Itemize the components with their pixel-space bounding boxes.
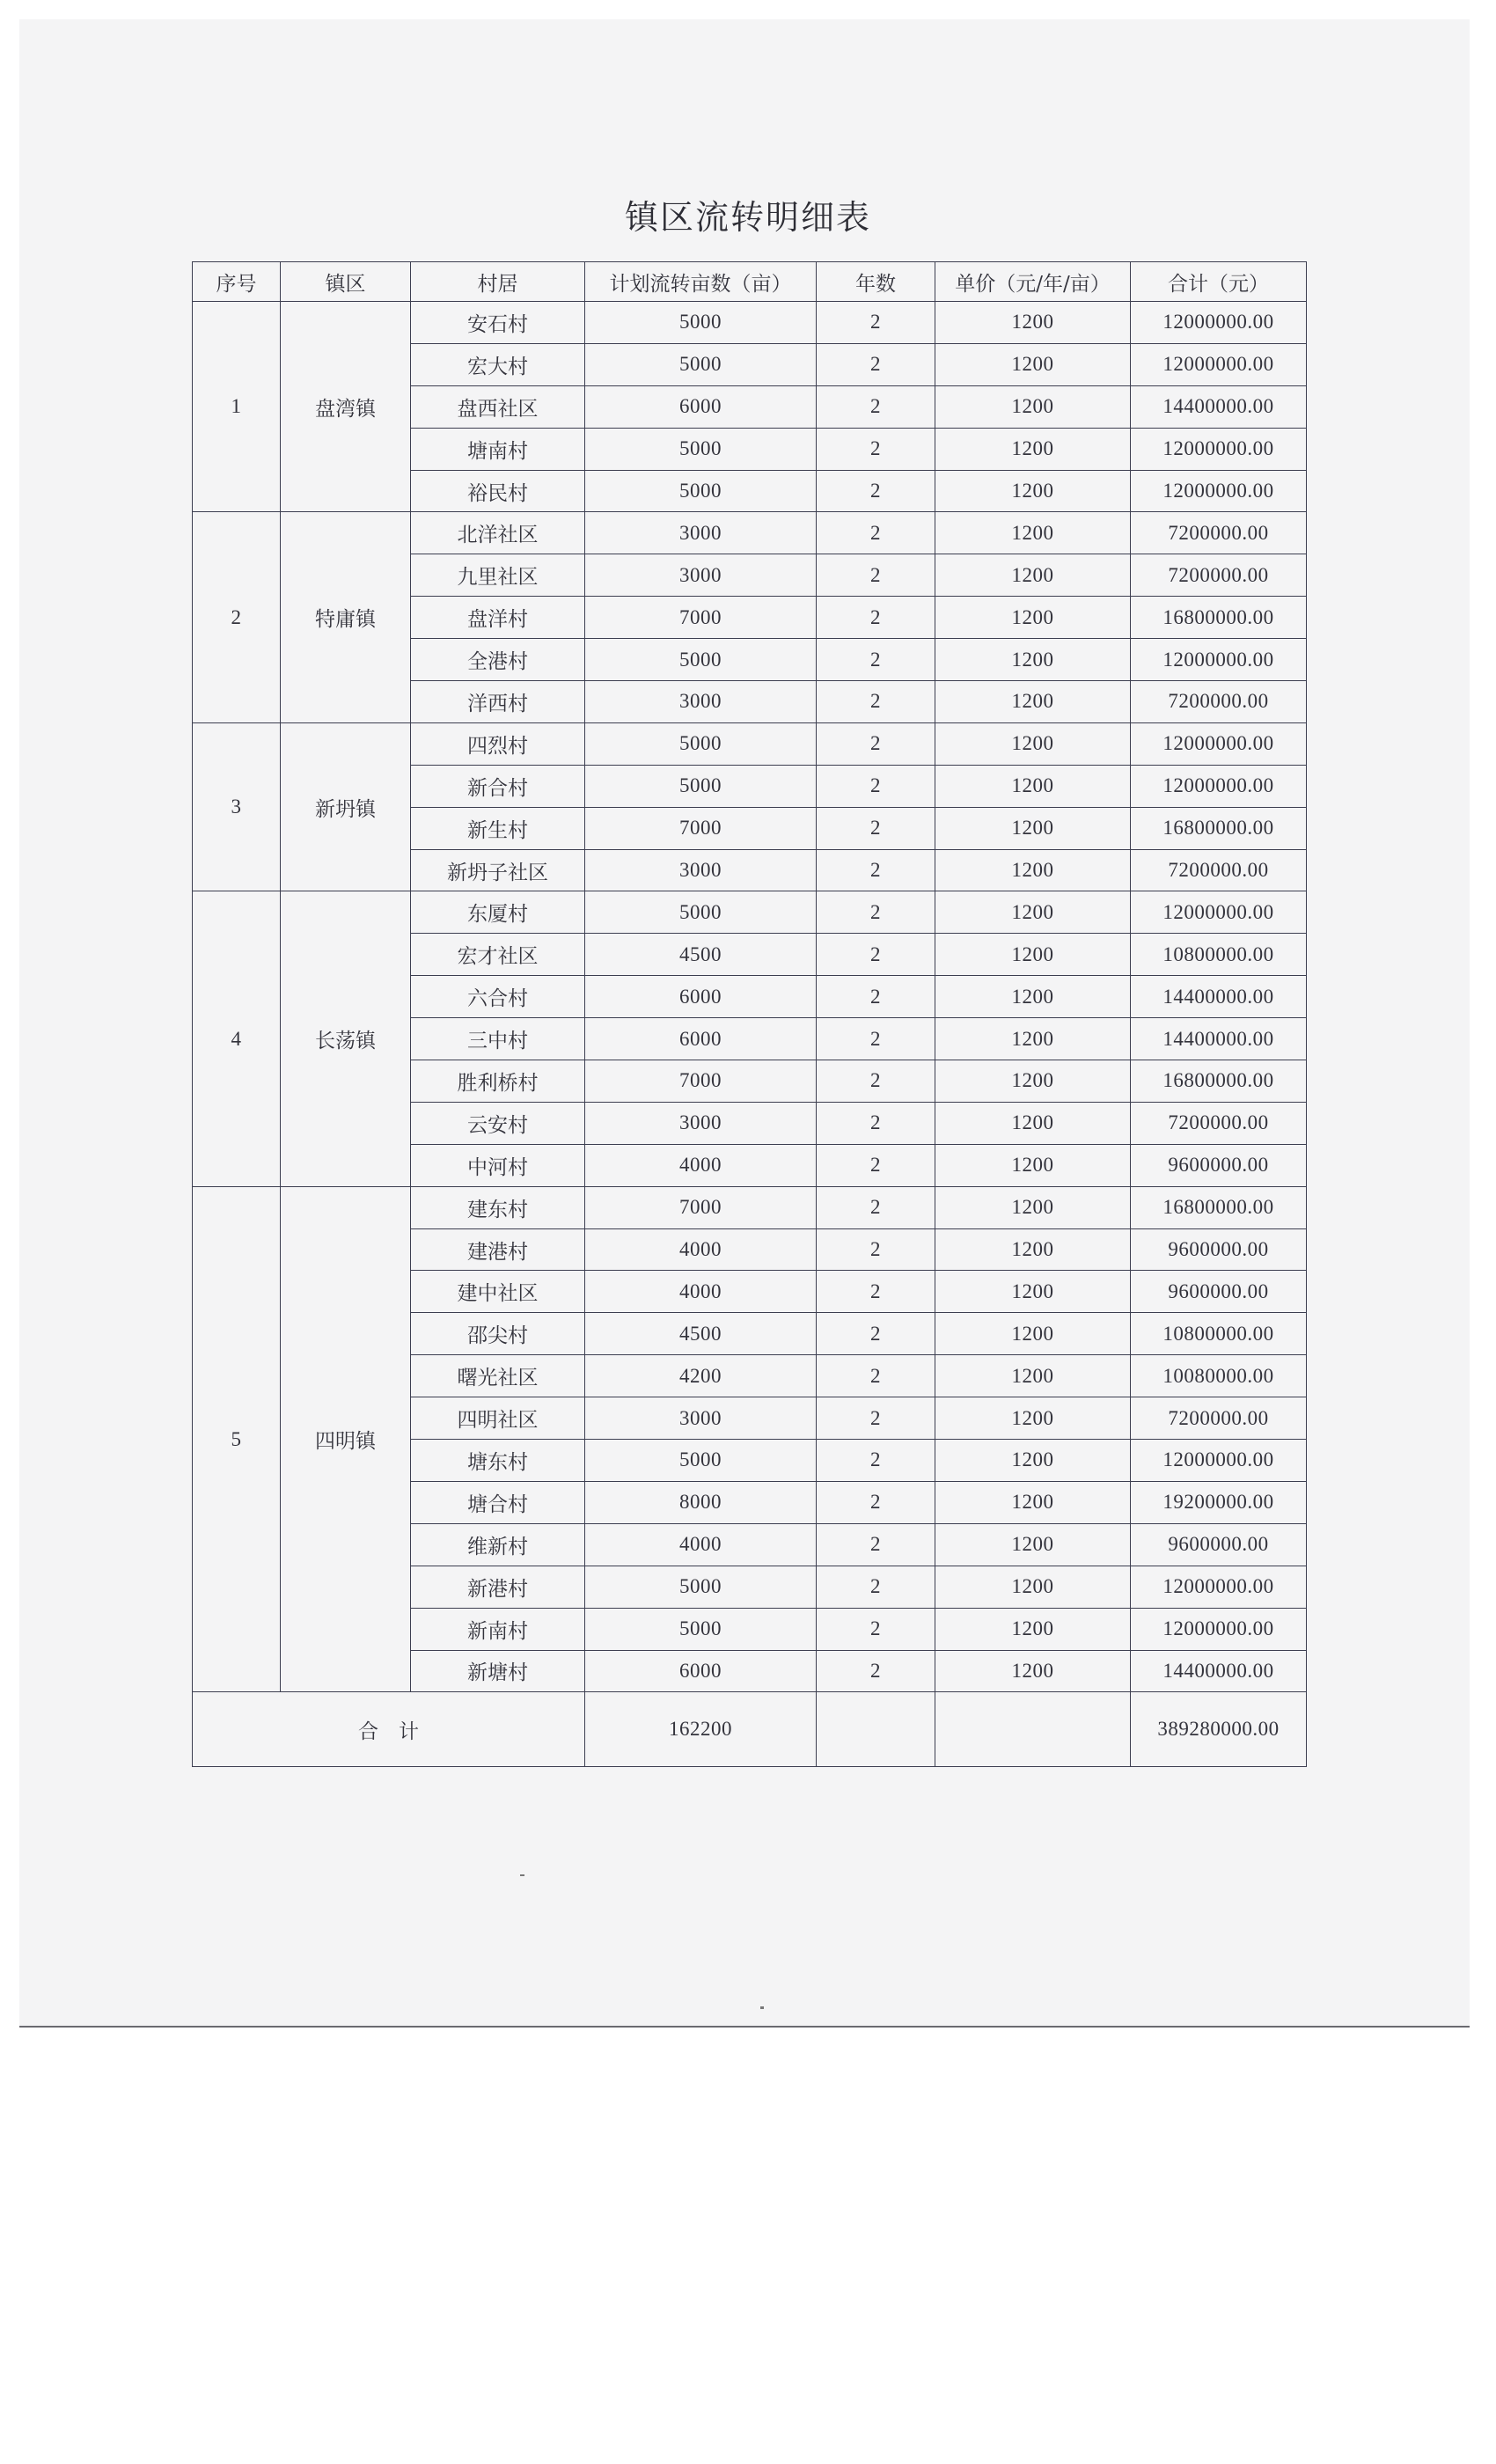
row-total: 12000000.00 [1131, 639, 1307, 681]
row-total: 12000000.00 [1131, 1566, 1307, 1608]
village-name: 胜利桥村 [411, 1060, 585, 1103]
years: 2 [817, 1144, 935, 1186]
planned-area: 4200 [585, 1355, 817, 1397]
planned-area: 3000 [585, 512, 817, 554]
village-name: 建港村 [411, 1228, 585, 1271]
planned-area: 5000 [585, 722, 817, 765]
village-name: 四明社区 [411, 1397, 585, 1440]
village-name: 建东村 [411, 1186, 585, 1228]
summary-area-total: 162200 [585, 1692, 817, 1767]
summary-price [935, 1692, 1131, 1767]
village-name: 安石村 [411, 302, 585, 344]
village-name: 盘洋村 [411, 597, 585, 639]
planned-area: 3000 [585, 554, 817, 597]
years: 2 [817, 1608, 935, 1650]
years: 2 [817, 1186, 935, 1228]
planned-area: 4000 [585, 1523, 817, 1566]
years: 2 [817, 934, 935, 976]
planned-area: 6000 [585, 976, 817, 1018]
village-name: 九里社区 [411, 554, 585, 597]
row-total: 12000000.00 [1131, 891, 1307, 934]
unit-price: 1200 [935, 1186, 1131, 1228]
summary-years [817, 1692, 935, 1767]
planned-area: 7000 [585, 1186, 817, 1228]
unit-price: 1200 [935, 681, 1131, 723]
row-total: 7200000.00 [1131, 681, 1307, 723]
group-index: 4 [193, 891, 281, 1186]
unit-price: 1200 [935, 891, 1131, 934]
planned-area: 7000 [585, 597, 817, 639]
years: 2 [817, 1440, 935, 1482]
summary-row [193, 1692, 1307, 1767]
unit-price: 1200 [935, 597, 1131, 639]
village-name: 四烈村 [411, 722, 585, 765]
village-name: 东厦村 [411, 891, 585, 934]
years: 2 [817, 1523, 935, 1566]
summary-grand-total: 389280000.00 [1131, 1692, 1307, 1767]
unit-price: 1200 [935, 1397, 1131, 1440]
years: 2 [817, 428, 935, 470]
years: 2 [817, 302, 935, 344]
years: 2 [817, 891, 935, 934]
unit-price: 1200 [935, 807, 1131, 849]
planned-area: 5000 [585, 302, 817, 344]
years: 2 [817, 1481, 935, 1523]
village-name: 曙光社区 [411, 1355, 585, 1397]
village-name: 中河村 [411, 1144, 585, 1186]
table-row [193, 512, 1307, 554]
planned-area: 4000 [585, 1228, 817, 1271]
years: 2 [817, 1397, 935, 1440]
unit-price: 1200 [935, 1144, 1131, 1186]
row-total: 12000000.00 [1131, 470, 1307, 512]
row-total: 16800000.00 [1131, 1186, 1307, 1228]
planned-area: 6000 [585, 1018, 817, 1060]
years: 2 [817, 470, 935, 512]
planned-area: 4500 [585, 934, 817, 976]
village-name: 新港村 [411, 1566, 585, 1608]
row-total: 7200000.00 [1131, 554, 1307, 597]
village-name: 新生村 [411, 807, 585, 849]
unit-price: 1200 [935, 554, 1131, 597]
village-name: 维新村 [411, 1523, 585, 1566]
planned-area: 7000 [585, 1060, 817, 1103]
row-total: 14400000.00 [1131, 385, 1307, 428]
village-name: 洋西村 [411, 681, 585, 723]
years: 2 [817, 554, 935, 597]
unit-price: 1200 [935, 1228, 1131, 1271]
header-unit-price: 单价（元/年/亩） [935, 262, 1131, 302]
years: 2 [817, 1228, 935, 1271]
row-total: 19200000.00 [1131, 1481, 1307, 1523]
years: 2 [817, 807, 935, 849]
planned-area: 4000 [585, 1271, 817, 1313]
row-total: 10800000.00 [1131, 934, 1307, 976]
planned-area: 5000 [585, 1566, 817, 1608]
unit-price: 1200 [935, 343, 1131, 385]
row-total: 9600000.00 [1131, 1271, 1307, 1313]
scan-speck [520, 1874, 524, 1876]
village-name: 塘合村 [411, 1481, 585, 1523]
unit-price: 1200 [935, 1313, 1131, 1355]
row-total: 16800000.00 [1131, 597, 1307, 639]
village-name: 新坍子社区 [411, 849, 585, 891]
years: 2 [817, 343, 935, 385]
row-total: 7200000.00 [1131, 849, 1307, 891]
town-name: 四明镇 [281, 1186, 411, 1692]
unit-price: 1200 [935, 1523, 1131, 1566]
unit-price: 1200 [935, 765, 1131, 807]
table-row [193, 302, 1307, 344]
header-village: 村居 [411, 262, 585, 302]
group-index: 2 [193, 512, 281, 722]
years: 2 [817, 1018, 935, 1060]
row-total: 16800000.00 [1131, 1060, 1307, 1103]
row-total: 7200000.00 [1131, 1102, 1307, 1144]
unit-price: 1200 [935, 385, 1131, 428]
years: 2 [817, 849, 935, 891]
planned-area: 5000 [585, 343, 817, 385]
village-name: 云安村 [411, 1102, 585, 1144]
years: 2 [817, 1313, 935, 1355]
years: 2 [817, 1060, 935, 1103]
group-index: 3 [193, 722, 281, 891]
years: 2 [817, 512, 935, 554]
row-total: 9600000.00 [1131, 1144, 1307, 1186]
unit-price: 1200 [935, 302, 1131, 344]
unit-price: 1200 [935, 1566, 1131, 1608]
village-name: 盘西社区 [411, 385, 585, 428]
years: 2 [817, 1102, 935, 1144]
summary-label: 合 计 [193, 1692, 585, 1767]
village-name: 新塘村 [411, 1650, 585, 1692]
village-name: 建中社区 [411, 1271, 585, 1313]
village-name: 塘南村 [411, 428, 585, 470]
years: 2 [817, 722, 935, 765]
planned-area: 3000 [585, 849, 817, 891]
unit-price: 1200 [935, 1355, 1131, 1397]
row-total: 12000000.00 [1131, 343, 1307, 385]
unit-price: 1200 [935, 512, 1131, 554]
planned-area: 8000 [585, 1481, 817, 1523]
group-index: 1 [193, 302, 281, 512]
planned-area: 5000 [585, 1440, 817, 1482]
row-total: 12000000.00 [1131, 428, 1307, 470]
planned-area: 6000 [585, 385, 817, 428]
planned-area: 6000 [585, 1650, 817, 1692]
header-town: 镇区 [281, 262, 411, 302]
row-total: 16800000.00 [1131, 807, 1307, 849]
page-title: 镇区流转明细表 [624, 198, 871, 237]
years: 2 [817, 597, 935, 639]
village-name: 裕民村 [411, 470, 585, 512]
transfer-detail-table [192, 261, 1307, 1767]
row-total: 12000000.00 [1131, 1608, 1307, 1650]
years: 2 [817, 1566, 935, 1608]
planned-area: 3000 [585, 681, 817, 723]
planned-area: 5000 [585, 470, 817, 512]
unit-price: 1200 [935, 1102, 1131, 1144]
planned-area: 4000 [585, 1144, 817, 1186]
row-total: 10800000.00 [1131, 1313, 1307, 1355]
group-index: 5 [193, 1186, 281, 1692]
years: 2 [817, 681, 935, 723]
planned-area: 4500 [585, 1313, 817, 1355]
village-name: 新南村 [411, 1608, 585, 1650]
town-name: 特庸镇 [281, 512, 411, 722]
village-name: 塘东村 [411, 1440, 585, 1482]
unit-price: 1200 [935, 1440, 1131, 1482]
years: 2 [817, 385, 935, 428]
row-total: 7200000.00 [1131, 1397, 1307, 1440]
row-total: 10080000.00 [1131, 1355, 1307, 1397]
village-name: 宏大村 [411, 343, 585, 385]
years: 2 [817, 765, 935, 807]
unit-price: 1200 [935, 639, 1131, 681]
unit-price: 1200 [935, 1060, 1131, 1103]
row-total: 12000000.00 [1131, 302, 1307, 344]
planned-area: 5000 [585, 891, 817, 934]
village-name: 六合村 [411, 976, 585, 1018]
row-total: 9600000.00 [1131, 1228, 1307, 1271]
row-total: 7200000.00 [1131, 512, 1307, 554]
town-name: 新坍镇 [281, 722, 411, 891]
village-name: 宏才社区 [411, 934, 585, 976]
row-total: 14400000.00 [1131, 1650, 1307, 1692]
unit-price: 1200 [935, 849, 1131, 891]
years: 2 [817, 1650, 935, 1692]
header-row [193, 262, 1307, 302]
village-name: 北洋社区 [411, 512, 585, 554]
unit-price: 1200 [935, 1481, 1131, 1523]
years: 2 [817, 1271, 935, 1313]
unit-price: 1200 [935, 470, 1131, 512]
town-name: 盘湾镇 [281, 302, 411, 512]
unit-price: 1200 [935, 722, 1131, 765]
planned-area: 3000 [585, 1397, 817, 1440]
header-years: 年数 [817, 262, 935, 302]
header-total: 合计（元） [1131, 262, 1307, 302]
scan-speck [760, 2006, 764, 2009]
table-row [193, 1186, 1307, 1228]
unit-price: 1200 [935, 934, 1131, 976]
table-row [193, 891, 1307, 934]
planned-area: 7000 [585, 807, 817, 849]
years: 2 [817, 1355, 935, 1397]
row-total: 12000000.00 [1131, 1440, 1307, 1482]
unit-price: 1200 [935, 1650, 1131, 1692]
row-total: 14400000.00 [1131, 976, 1307, 1018]
years: 2 [817, 976, 935, 1018]
table-row [193, 722, 1307, 765]
village-name: 邵尖村 [411, 1313, 585, 1355]
planned-area: 5000 [585, 1608, 817, 1650]
years: 2 [817, 639, 935, 681]
row-total: 12000000.00 [1131, 722, 1307, 765]
village-name: 三中村 [411, 1018, 585, 1060]
planned-area: 5000 [585, 428, 817, 470]
planned-area: 5000 [585, 765, 817, 807]
planned-area: 5000 [585, 639, 817, 681]
header-index: 序号 [193, 262, 281, 302]
header-area: 计划流转亩数（亩） [585, 262, 817, 302]
unit-price: 1200 [935, 976, 1131, 1018]
unit-price: 1200 [935, 1018, 1131, 1060]
row-total: 9600000.00 [1131, 1523, 1307, 1566]
planned-area: 3000 [585, 1102, 817, 1144]
village-name: 全港村 [411, 639, 585, 681]
table-body [193, 302, 1307, 1692]
row-total: 14400000.00 [1131, 1018, 1307, 1060]
unit-price: 1200 [935, 1271, 1131, 1313]
village-name: 新合村 [411, 765, 585, 807]
unit-price: 1200 [935, 428, 1131, 470]
row-total: 12000000.00 [1131, 765, 1307, 807]
town-name: 长荡镇 [281, 891, 411, 1186]
unit-price: 1200 [935, 1608, 1131, 1650]
